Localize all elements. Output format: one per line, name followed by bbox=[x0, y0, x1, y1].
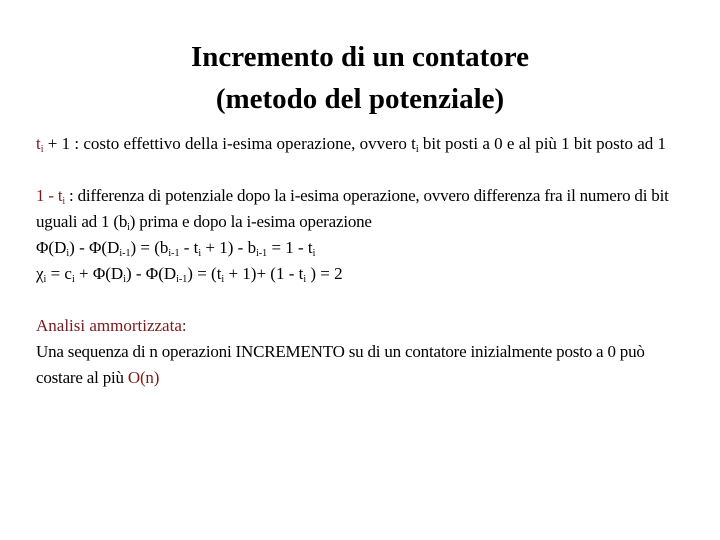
spacer bbox=[36, 157, 686, 183]
analisi-body bbox=[36, 339, 686, 391]
eq-part: + Φ(D bbox=[74, 264, 124, 283]
title-line-2: (metodo del potenziale) bbox=[215, 83, 505, 115]
eq-part: = c bbox=[46, 264, 72, 283]
eq-subscript: i bbox=[43, 274, 47, 285]
paragraph-potential bbox=[36, 183, 686, 235]
eq-subscript: i-1 bbox=[168, 248, 180, 259]
big-o-term: O(n) bbox=[127, 368, 160, 387]
eq-subscript: i bbox=[221, 274, 225, 285]
eq-part: - t bbox=[179, 238, 199, 257]
eq-subscript: i bbox=[71, 274, 75, 285]
equation-phi bbox=[36, 235, 686, 261]
term-t: t bbox=[36, 134, 41, 153]
eq-subscript: i bbox=[66, 248, 70, 259]
eq-subscript: i bbox=[123, 274, 126, 285]
slide-body bbox=[36, 131, 686, 391]
eq-part: ) = 2 bbox=[306, 264, 343, 283]
eq-part: ) = (b bbox=[130, 238, 169, 257]
eq-part: + 1) - b bbox=[201, 238, 257, 257]
subscript-i: i bbox=[415, 144, 419, 155]
subscript-i: i bbox=[62, 196, 65, 207]
term-1-minus-t: 1 - t bbox=[36, 186, 63, 205]
subscript-i: i bbox=[127, 222, 130, 233]
potential-text: : differenza di potenziale dopo la i-esima operazione, ovvero differenza fra il numero di bit uguali ad 1 (b bbox=[36, 186, 669, 231]
eq-subscript: i bbox=[312, 248, 316, 259]
cost-text: + 1 : costo effettivo della i-esima operazione, ovvero t bbox=[43, 134, 416, 153]
subscript-i: i bbox=[40, 144, 44, 155]
title-line-1: Incremento di un contatore bbox=[190, 41, 530, 73]
analisi-text: Una sequenza di n operazioni INCREMENTO su di un contatore inizialmente posto a 0 può costare al più bbox=[36, 342, 645, 387]
eq-part: χ bbox=[36, 264, 44, 283]
equation-chi bbox=[36, 261, 686, 287]
eq-part: ) = (t bbox=[187, 264, 222, 283]
eq-part: = 1 - t bbox=[267, 238, 313, 257]
eq-part: Φ(D bbox=[36, 238, 67, 257]
eq-subscript: i bbox=[198, 248, 202, 259]
cost-text-end: bit posti a 0 e al più 1 bit posto ad 1 bbox=[418, 134, 667, 153]
eq-part: ) - Φ(D bbox=[125, 264, 177, 283]
paragraph-cost bbox=[36, 131, 686, 157]
spacer bbox=[36, 287, 686, 313]
eq-subscript: i-1 bbox=[176, 274, 188, 285]
eq-subscript: i bbox=[303, 274, 307, 285]
eq-part: + 1)+ (1 - t bbox=[224, 264, 304, 283]
potential-text-end: ) prima e dopo la i-esima operazione bbox=[129, 212, 372, 231]
slide-title bbox=[0, 36, 720, 120]
analisi-heading: Analisi ammortizzata: bbox=[36, 316, 187, 335]
eq-subscript: i-1 bbox=[119, 248, 131, 259]
eq-part: ) - Φ(D bbox=[69, 238, 120, 257]
eq-subscript: i-1 bbox=[256, 248, 268, 259]
